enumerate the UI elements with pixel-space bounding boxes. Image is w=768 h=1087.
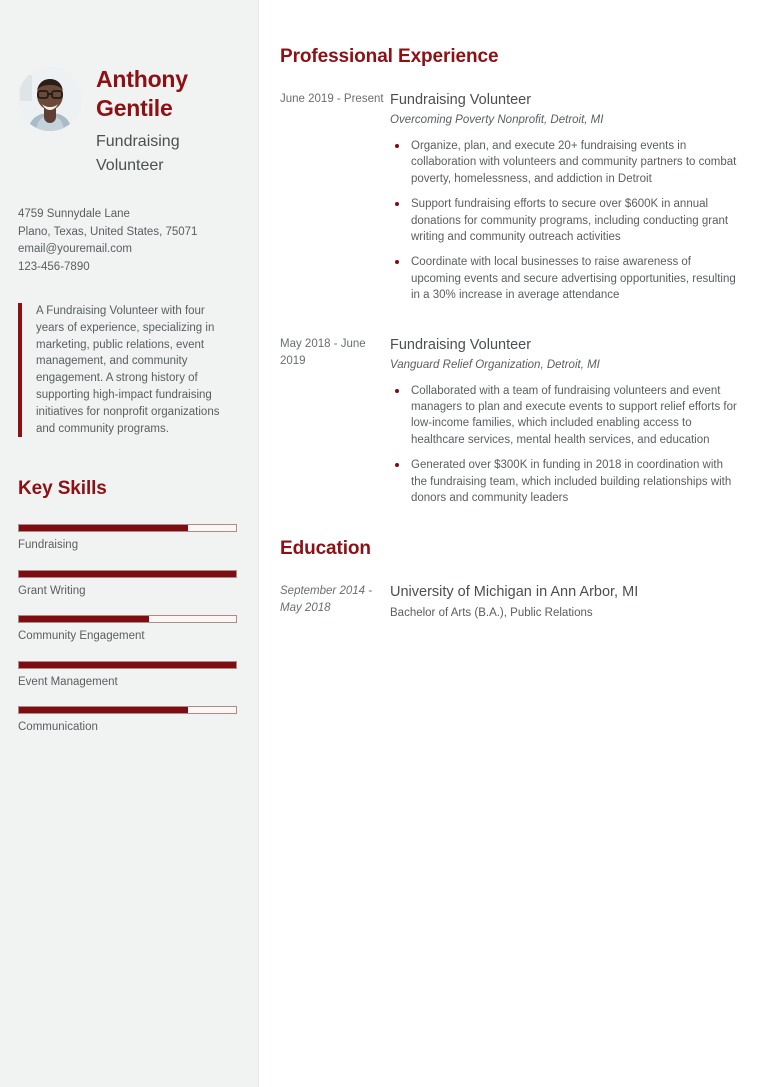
address-line-1: 4759 Sunnydale Lane xyxy=(18,208,130,220)
skill-level-bar xyxy=(18,570,237,578)
experience-role: Fundraising Volunteer xyxy=(390,92,532,108)
skill-label: Fundraising xyxy=(18,539,79,552)
experience-entry xyxy=(280,335,738,516)
skill-level-bar xyxy=(18,661,237,669)
experience-bullet: Collaborated with a team of fundraising volunteers and event managers to plan and execute events to support relief efforts for low-income families, which included enabling access to healthcare services, mental health services, and education xyxy=(390,383,738,449)
skill-level-fill xyxy=(19,707,188,713)
summary-block xyxy=(18,303,240,437)
experience-organization: Vanguard Relief Organization, Detroit, MI xyxy=(390,358,600,371)
main-content xyxy=(259,0,768,1087)
experience-organization: Overcoming Poverty Nonprofit, Detroit, MI xyxy=(390,114,604,126)
skill-label: Communication xyxy=(18,721,98,734)
experience-body xyxy=(390,335,738,516)
education-school: University of Michigan in Ann Arbor, MI xyxy=(390,583,639,600)
phone-number[interactable]: 123-456-7890 xyxy=(18,260,90,273)
education-section xyxy=(280,538,738,622)
experience-bullet-list xyxy=(390,138,738,304)
skill-level-bar xyxy=(18,524,237,532)
skill-label: Event Management xyxy=(18,675,118,688)
email-address[interactable]: email@youremail.com xyxy=(18,243,132,255)
skills-list xyxy=(18,524,240,735)
skill-level-fill xyxy=(19,616,149,622)
education-body xyxy=(390,582,738,622)
skill-level-fill xyxy=(19,662,236,668)
name-block xyxy=(96,63,240,178)
skill-level-fill xyxy=(19,571,236,577)
skill-item xyxy=(18,661,240,690)
contact-block xyxy=(18,206,240,276)
skill-item xyxy=(18,524,240,553)
experience-date: June 2019 - Present xyxy=(280,93,384,105)
job-title: Fundraising Volunteer xyxy=(96,133,180,174)
avatar xyxy=(18,67,82,131)
experience-role: Fundraising Volunteer xyxy=(390,336,532,353)
skill-level-bar xyxy=(18,615,237,623)
experience-date: May 2018 - June 2019 xyxy=(280,337,366,367)
education-entries xyxy=(280,582,738,622)
sidebar xyxy=(0,0,259,1087)
skill-item xyxy=(18,706,240,735)
experience-bullet: Generated over $300K in funding in 2018 in coordination with the fundraising team, which included building relationships with donors and community leaders xyxy=(390,457,738,506)
skill-level-bar xyxy=(18,706,237,714)
summary-text: A Fundraising Volunteer with four years of experience, specializing in marketing, public relations, event management, and community engagement. A strong history of supporting high-impact fundraising initiatives for nonprofit organizations and community programs. xyxy=(36,305,220,435)
skill-level-fill xyxy=(19,525,188,531)
summary-accent-bar xyxy=(18,303,22,437)
identity-block xyxy=(18,0,240,178)
experience-bullet: Coordinate with local businesses to raise awareness of upcoming events and secure advertising opportunities, resulting in a 30% increase in average attendance xyxy=(390,254,738,303)
key-skills-heading: Key Skills xyxy=(18,478,107,500)
experience-bullet: Support fundraising efforts to secure over $600K in annual donations for community programs, including conducting grant writing and community outreach activities xyxy=(390,196,738,245)
address-line-2: Plano, Texas, United States, 75071 xyxy=(18,225,198,238)
skill-label: Grant Writing xyxy=(18,584,86,597)
experience-entries xyxy=(280,90,738,516)
education-date: September 2014 - May 2018 xyxy=(280,584,373,614)
education-degree: Bachelor of Arts (B.A.), Public Relations xyxy=(390,606,593,619)
full-name: Anthony Gentile xyxy=(96,66,188,121)
experience-heading: Professional Experience xyxy=(280,46,499,67)
skill-item xyxy=(18,570,240,599)
education-entry xyxy=(280,582,738,622)
education-heading: Education xyxy=(280,537,371,559)
experience-body xyxy=(390,90,738,313)
skill-label: Community Engagement xyxy=(18,630,145,643)
experience-bullet-list xyxy=(390,383,738,507)
experience-bullet: Organize, plan, and execute 20+ fundraising events in collaboration with volunteers and community partners to combat poverty, homelessness, and addiction in Detroit xyxy=(390,138,738,187)
experience-entry xyxy=(280,90,738,313)
skill-item xyxy=(18,615,240,644)
